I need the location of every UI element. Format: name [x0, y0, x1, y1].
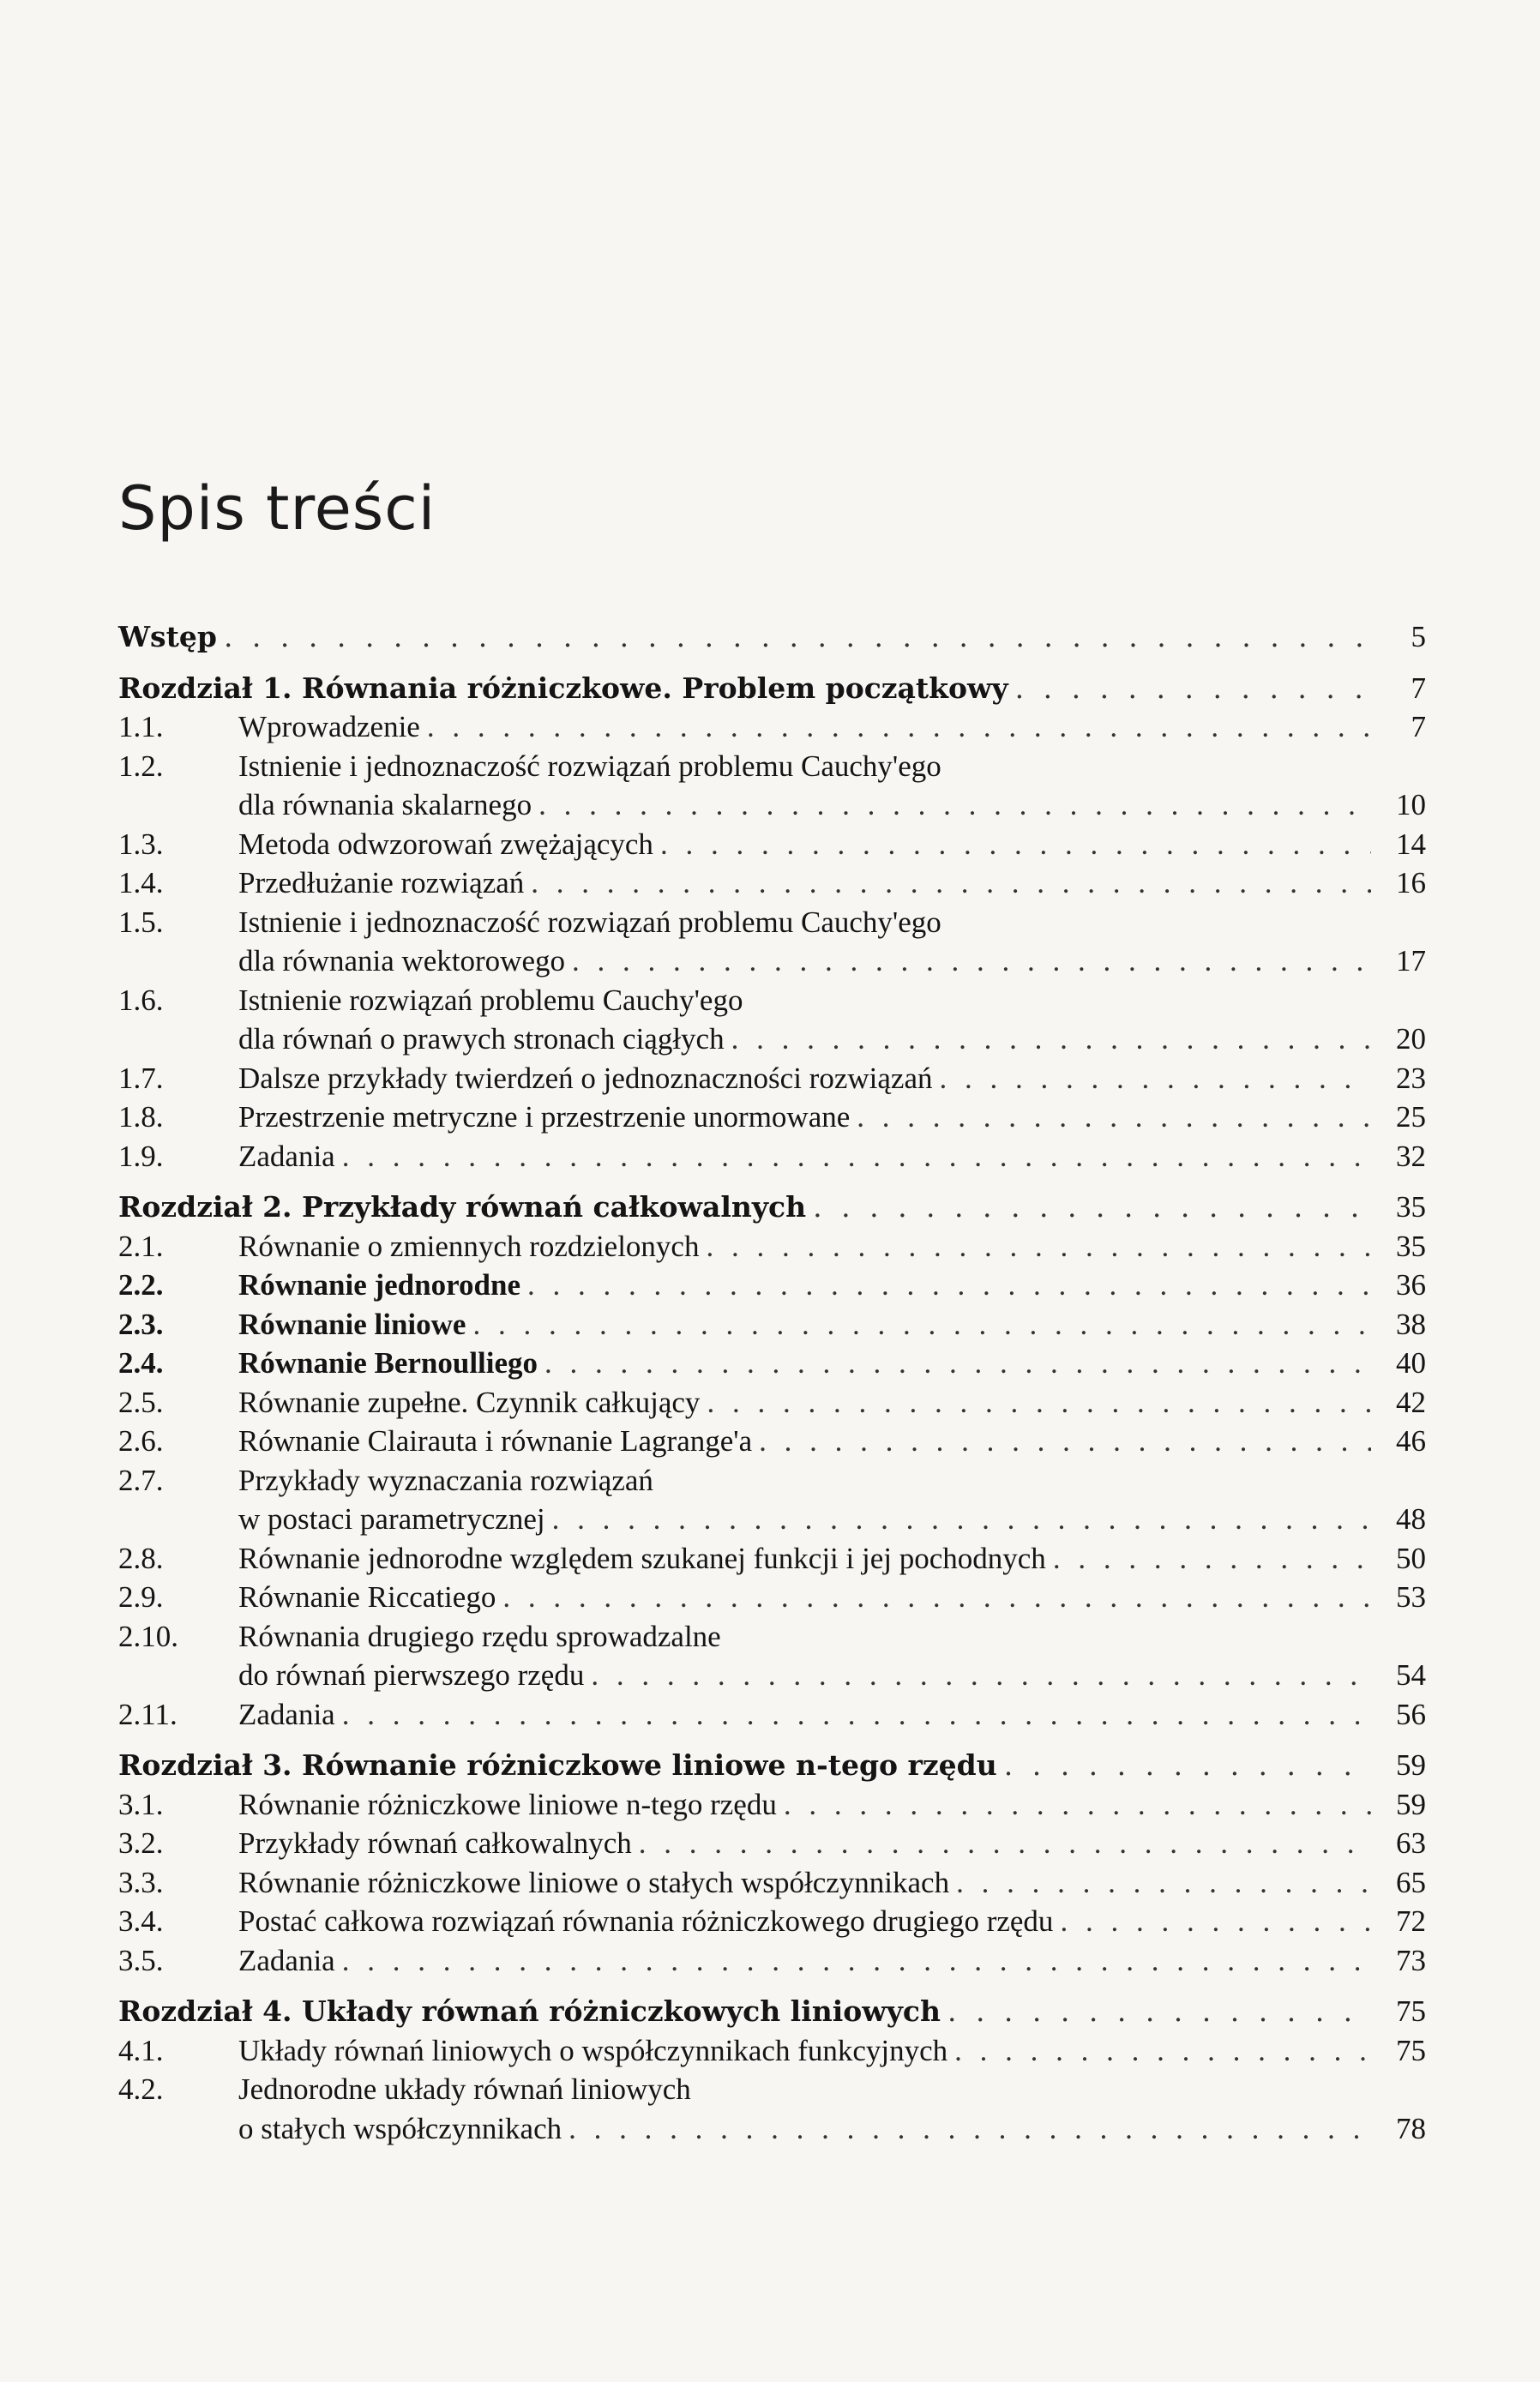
- toc-section-title: Jednorodne układy równań liniowych: [238, 2072, 691, 2106]
- leader-dots: [857, 1098, 1371, 1137]
- toc-page-number: 72: [1396, 1904, 1426, 1938]
- toc-section-title: Zadania: [238, 1943, 335, 1977]
- leader-dots: [813, 1188, 1371, 1227]
- toc-section-entry[interactable]: [118, 1137, 1426, 1176]
- toc-section-number: 3.1.: [118, 1787, 164, 1821]
- leader-dots: [224, 617, 1371, 657]
- toc-section-entry-continued[interactable]: [118, 1020, 1426, 1059]
- toc-section-number: 4.1.: [118, 2033, 164, 2067]
- toc-section-title: Równanie różniczkowe liniowe n-tego rzędu: [238, 1787, 777, 1821]
- toc-section-entry[interactable]: [118, 1305, 1426, 1344]
- toc-section-number: 1.8.: [118, 1100, 164, 1134]
- toc-section-entry[interactable]: [118, 903, 1426, 942]
- toc-page-number: 23: [1396, 1061, 1426, 1095]
- leader-dots: [591, 1656, 1371, 1695]
- toc-section-number: 1.6.: [118, 983, 164, 1017]
- toc-section-entry[interactable]: [118, 1578, 1426, 1617]
- toc-page-number: 14: [1396, 827, 1426, 861]
- toc-section-title-continued: w postaci parametrycznej: [238, 1502, 545, 1536]
- toc-page-number: 17: [1396, 944, 1426, 977]
- toc-section-number: 2.2.: [118, 1268, 164, 1302]
- toc-section-entry[interactable]: [118, 1383, 1426, 1423]
- leader-dots: [947, 1992, 1371, 2031]
- toc-page-number: 5: [1411, 620, 1426, 653]
- toc-section-title-continued: dla równania skalarnego: [238, 788, 532, 821]
- toc-section-title: Przedłużanie rozwiązań: [238, 866, 525, 899]
- toc-section-title: Zadania: [238, 1697, 335, 1731]
- toc-section-entry[interactable]: [118, 981, 1426, 1020]
- toc-section-title: Równanie jednorodne względem szukanej funkcji i jej pochodnych: [238, 1541, 1046, 1575]
- toc-section-title: Równanie Riccatiego: [238, 1580, 496, 1614]
- leader-dots: [538, 785, 1371, 825]
- toc-section-title: Przykłady równań całkowalnych: [238, 1826, 632, 1860]
- toc-section-number: 2.8.: [118, 1541, 164, 1575]
- toc-section-number: 4.2.: [118, 2072, 164, 2106]
- toc-section-entry[interactable]: [118, 1902, 1426, 1941]
- toc-page-number: 75: [1396, 2033, 1426, 2067]
- toc-chapter-entry[interactable]: [118, 669, 1426, 708]
- toc-section-title: Przestrzenie metryczne i przestrzenie unormowane: [238, 1100, 851, 1134]
- leader-dots: [531, 863, 1371, 903]
- toc-chapter-entry[interactable]: [118, 1992, 1426, 2031]
- leader-dots: [939, 1059, 1371, 1098]
- leader-dots: [472, 1305, 1371, 1344]
- toc-section-entry[interactable]: [118, 2070, 1426, 2109]
- toc-section-number: 2.9.: [118, 1580, 164, 1614]
- toc-section-title-continued: dla równań o prawych stronach ciągłych: [238, 1022, 725, 1056]
- toc-section-number: 2.5.: [118, 1385, 164, 1419]
- toc-section-title: Zadania: [238, 1139, 335, 1173]
- toc-page-number: 36: [1396, 1268, 1426, 1302]
- toc-section-title-continued: do równań pierwszego rzędu: [238, 1658, 585, 1692]
- toc-section-number: 3.5.: [118, 1943, 164, 1977]
- leader-dots: [731, 1020, 1371, 1059]
- leader-dots: [342, 1695, 1371, 1735]
- toc-section-number: 1.2.: [118, 749, 164, 783]
- toc-section-title: Równanie jednorodne: [238, 1268, 520, 1302]
- leader-dots: [707, 1383, 1371, 1423]
- leader-dots: [502, 1578, 1371, 1617]
- leader-dots: [956, 1863, 1371, 1903]
- toc-page-number: 20: [1396, 1022, 1426, 1056]
- toc-page-number: 7: [1411, 710, 1426, 743]
- leader-dots: [527, 1266, 1371, 1305]
- toc-section-entry[interactable]: [118, 1098, 1426, 1137]
- toc-section-title-continued: dla równania wektorowego: [238, 944, 565, 977]
- toc-section-title: Postać całkowa rozwiązań równania różniczkowego drugiego rzędu: [238, 1904, 1054, 1938]
- toc-section-entry[interactable]: [118, 1059, 1426, 1098]
- leader-dots: [572, 941, 1371, 981]
- leader-dots: [706, 1227, 1371, 1266]
- toc-section-entry[interactable]: [118, 1617, 1426, 1657]
- toc-section-title: Równania drugiego rzędu sprowadzalne: [238, 1619, 721, 1653]
- toc-chapter-entry[interactable]: [118, 1746, 1426, 1785]
- toc-page-number: 42: [1396, 1385, 1426, 1419]
- toc-chapter-title: Rozdział 4. Układy równań różniczkowych liniowych: [118, 1994, 941, 2028]
- toc-chapter-title: Rozdział 3. Równanie różniczkowe liniowe n-tego rzędu: [118, 1748, 997, 1782]
- toc-chapter-title: Rozdział 2. Przykłady równań całkowalnych: [118, 1190, 807, 1224]
- toc-section-number: 2.1.: [118, 1229, 164, 1263]
- toc-page-number: 10: [1396, 788, 1426, 821]
- toc-page-number: 53: [1396, 1580, 1426, 1614]
- leader-dots: [954, 2031, 1371, 2071]
- toc-page-number: 32: [1396, 1139, 1426, 1173]
- toc-section-number: 2.7.: [118, 1463, 164, 1497]
- toc-section-entry[interactable]: [118, 1344, 1426, 1383]
- toc-section-number: 1.3.: [118, 827, 164, 861]
- leader-dots: [342, 1941, 1371, 1981]
- toc-chapter-entry[interactable]: [118, 617, 1426, 657]
- toc-page-number: 54: [1396, 1658, 1426, 1692]
- toc-section-entry[interactable]: [118, 747, 1426, 786]
- toc-section-entry-continued[interactable]: [118, 2109, 1426, 2149]
- toc-section-number: 3.4.: [118, 1904, 164, 1938]
- toc-section-entry-continued[interactable]: [118, 941, 1426, 981]
- toc-section-entry-continued[interactable]: [118, 1500, 1426, 1539]
- leader-dots: [544, 1344, 1371, 1383]
- toc-chapter-title: Wstęp: [118, 620, 217, 653]
- leader-dots: [1053, 1539, 1371, 1579]
- toc-section-title: Równanie liniowe: [238, 1307, 466, 1341]
- toc-section-entry[interactable]: [118, 1422, 1426, 1461]
- toc-section-title: Wprowadzenie: [238, 710, 420, 743]
- toc-section-entry[interactable]: [118, 1266, 1426, 1305]
- toc-page-number: 7: [1411, 671, 1426, 705]
- toc-section-title: Istnienie rozwiązań problemu Cauchy'ego: [238, 983, 743, 1017]
- toc-section-number: 2.4.: [118, 1346, 164, 1380]
- toc-section-title: Istnienie i jednoznaczość rozwiązań problemu Cauchy'ego: [238, 905, 941, 939]
- toc-section-title: Równanie o zmiennych rozdzielonych: [238, 1229, 700, 1263]
- toc-page-number: 38: [1396, 1307, 1426, 1341]
- toc-section-title: Równanie zupełne. Czynnik całkujący: [238, 1385, 701, 1419]
- leader-dots: [784, 1785, 1371, 1825]
- leader-dots: [568, 2109, 1371, 2149]
- toc-section-entry[interactable]: [118, 1941, 1426, 1981]
- toc-section-entry[interactable]: [118, 1227, 1426, 1266]
- table-of-contents: [118, 617, 1426, 2148]
- toc-section-title: Układy równań liniowych o współczynnikach funkcyjnych: [238, 2033, 948, 2067]
- toc-page-number: 63: [1396, 1826, 1426, 1860]
- toc-page-number: 59: [1396, 1748, 1426, 1782]
- toc-section-entry[interactable]: [118, 2031, 1426, 2071]
- toc-section-title: Metoda odwzorowań zwężających: [238, 827, 653, 861]
- toc-section-entry-continued[interactable]: [118, 1656, 1426, 1695]
- toc-section-title: Równanie różniczkowe liniowe o stałych współczynnikach: [238, 1865, 950, 1899]
- toc-section-title: Równanie Bernoulliego: [238, 1346, 538, 1380]
- toc-section-entry[interactable]: [118, 1785, 1426, 1825]
- toc-section-number: 2.10.: [118, 1619, 178, 1653]
- leader-dots: [1015, 669, 1371, 708]
- leader-dots: [759, 1422, 1371, 1461]
- leader-dots: [1004, 1746, 1371, 1785]
- toc-page-number: 40: [1396, 1346, 1426, 1380]
- toc-section-number: 1.5.: [118, 905, 164, 939]
- toc-section-number: 1.7.: [118, 1061, 164, 1095]
- toc-page-number: 78: [1396, 2111, 1426, 2145]
- leader-dots: [1060, 1902, 1371, 1941]
- toc-section-entry[interactable]: [118, 1539, 1426, 1579]
- toc-section-entry[interactable]: [118, 1863, 1426, 1903]
- toc-page-number: 48: [1396, 1502, 1426, 1536]
- toc-chapter-title: Rozdział 1. Równania różniczkowe. Problem początkowy: [118, 671, 1008, 705]
- toc-section-number: 3.3.: [118, 1865, 164, 1899]
- toc-section-entry[interactable]: [118, 1461, 1426, 1501]
- toc-section-entry-continued[interactable]: [118, 785, 1426, 825]
- toc-section-title: Równanie Clairauta i równanie Lagrange'a: [238, 1424, 753, 1458]
- toc-chapter-entry[interactable]: [118, 1188, 1426, 1227]
- toc-section-number: 1.4.: [118, 866, 164, 899]
- leader-dots: [639, 1824, 1371, 1863]
- toc-section-title: Istnienie i jednoznaczość rozwiązań problemu Cauchy'ego: [238, 749, 941, 783]
- toc-page-number: 35: [1396, 1229, 1426, 1263]
- toc-section-entry[interactable]: [118, 863, 1426, 903]
- toc-section-number: 1.1.: [118, 710, 164, 743]
- toc-section-entry[interactable]: [118, 1695, 1426, 1735]
- toc-section-title: Dalsze przykłady twierdzeń o jednoznaczności rozwiązań: [238, 1061, 933, 1095]
- toc-section-number: 2.11.: [118, 1697, 177, 1731]
- toc-page-number: 35: [1396, 1190, 1426, 1224]
- toc-page-number: 75: [1396, 1994, 1426, 2028]
- toc-page-number: 46: [1396, 1424, 1426, 1458]
- page-title: Spis treści: [118, 473, 436, 544]
- toc-section-number: 2.3.: [118, 1307, 164, 1341]
- toc-section-number: 1.9.: [118, 1139, 164, 1173]
- toc-section-number: 2.6.: [118, 1424, 164, 1458]
- leader-dots: [427, 707, 1371, 747]
- toc-section-entry[interactable]: [118, 1824, 1426, 1863]
- leader-dots: [342, 1137, 1371, 1176]
- toc-section-number: 3.2.: [118, 1826, 164, 1860]
- toc-page-number: 59: [1396, 1787, 1426, 1821]
- toc-section-title: Przykłady wyznaczania rozwiązań: [238, 1463, 653, 1497]
- leader-dots: [660, 825, 1371, 864]
- toc-section-entry[interactable]: [118, 825, 1426, 864]
- toc-page-number: 56: [1396, 1697, 1426, 1731]
- toc-page-number: 65: [1396, 1865, 1426, 1899]
- toc-section-entry[interactable]: [118, 707, 1426, 747]
- leader-dots: [552, 1500, 1371, 1539]
- toc-page-number: 50: [1396, 1541, 1426, 1575]
- toc-page-number: 16: [1396, 866, 1426, 899]
- toc-section-title-continued: o stałych współczynnikach: [238, 2111, 562, 2145]
- toc-page-number: 25: [1396, 1100, 1426, 1134]
- toc-page-number: 73: [1396, 1943, 1426, 1977]
